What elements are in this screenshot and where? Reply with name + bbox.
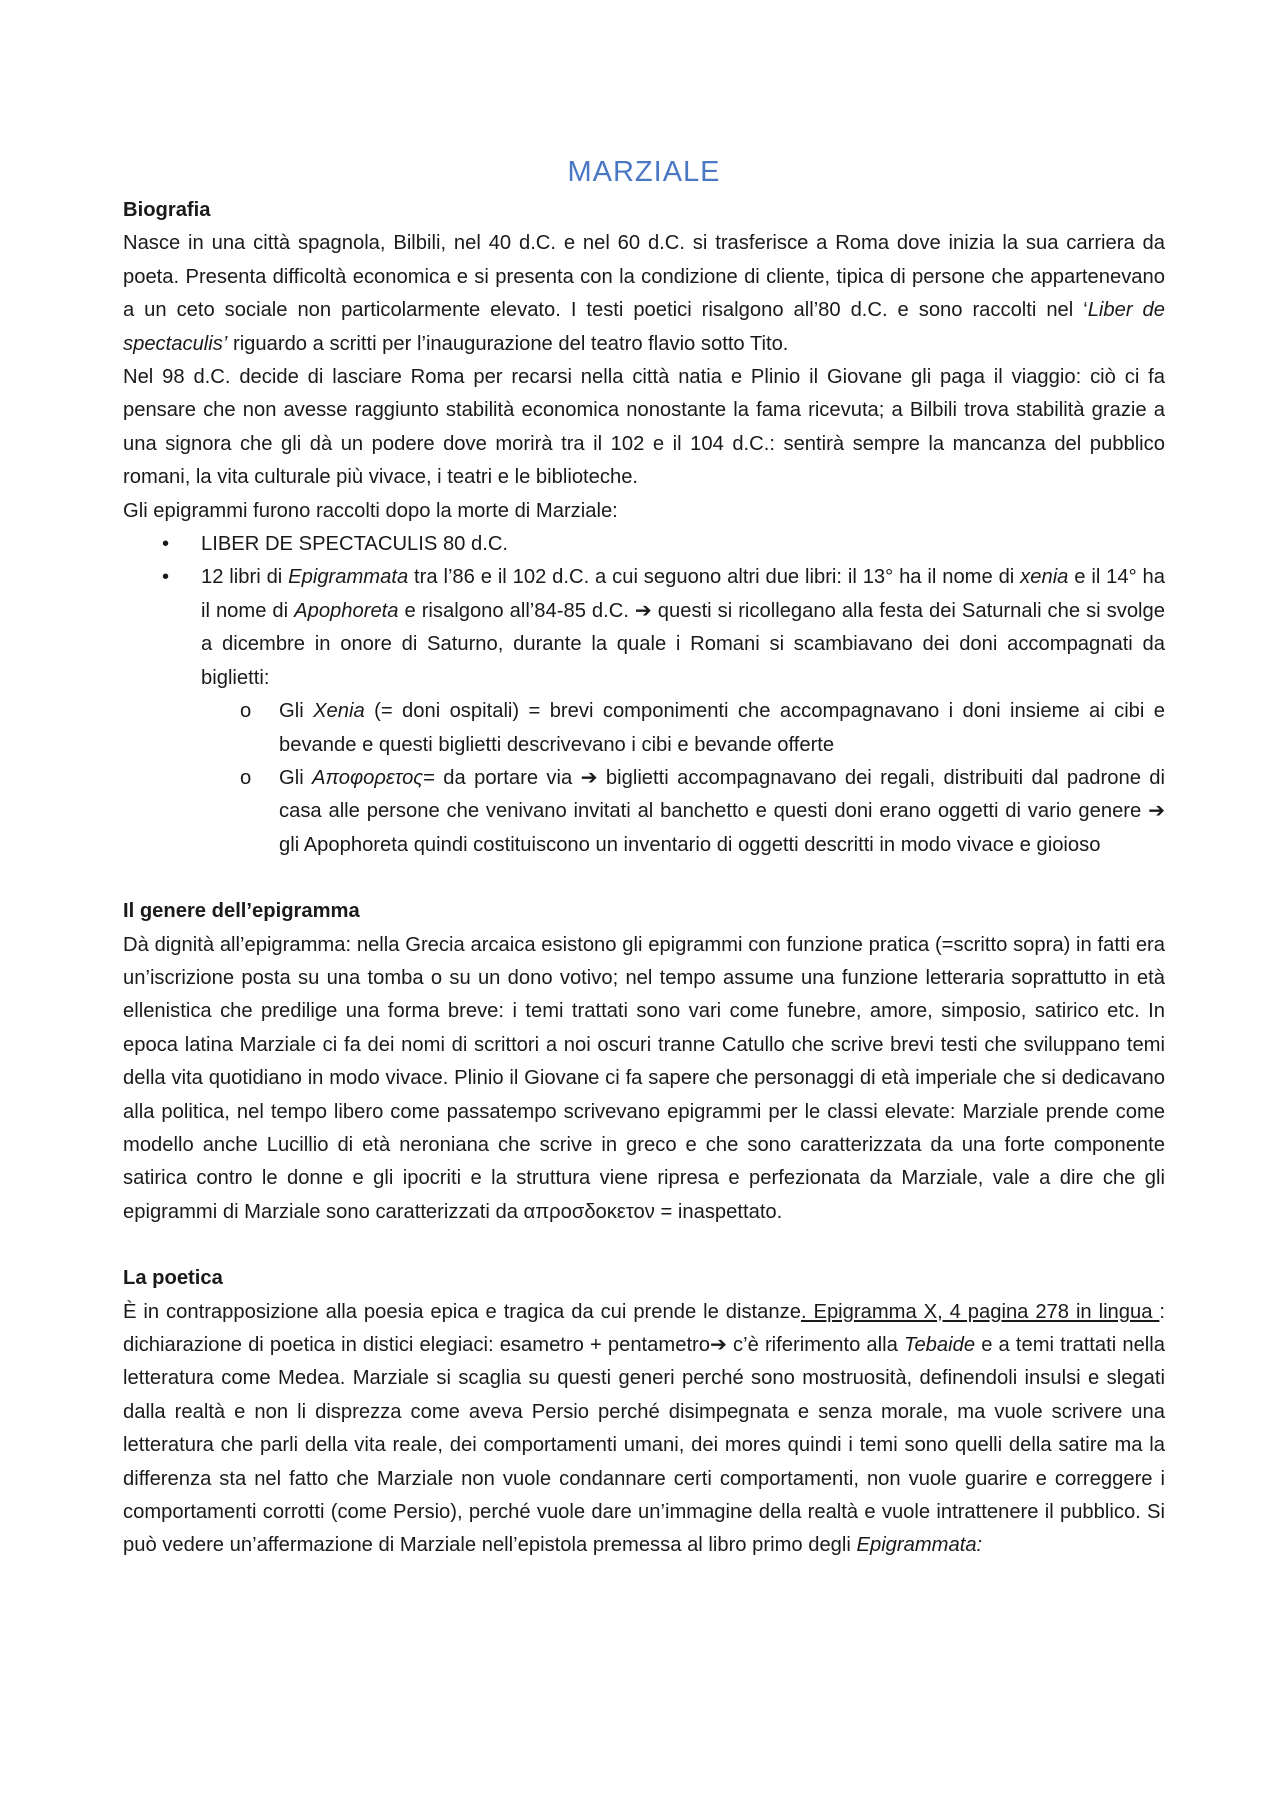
paragraph: Nel 98 d.C. decide di lasciare Roma per recarsi nella città natia e Plinio il Giovane gli paga il viaggio: ciò ci fa pensare che non avesse raggiunto stabilità economica nonostante la fama ricevuta; a Bilbili trova stabilità grazie a una signora che gli dà un podere dove morirà tra il 102 e il 104 d.C.: sentirà sempre la mancanza del pubblico romani, la vita culturale più vivace, i teatri e le biblioteche. <box>123 366 1165 489</box>
sub-list <box>201 695 1165 862</box>
section-heading-biografia: Biografia <box>123 199 211 221</box>
list-item: • LIBER DE SPECTACULIS 80 d.C. <box>123 528 1165 561</box>
paragraph: Gli epigrammi furono raccolti dopo la morte di Marziale: <box>123 499 618 522</box>
bullet-list <box>123 528 1165 862</box>
list-item: • 12 libri di Epigrammata tra l’86 e il 102 d.C. a cui seguono altri due libri: il 13° ha il nome di xenia e il 14° ha il nome di Apophoreta e risalgono all’84-85 d.C. ➔ questi si ricollegano alla festa dei Saturnali che si svolge a dicembre in onore di Saturno, durante la quale i Romani si scambiavano dei doni accompagnati da biglietti: o Gli Xenia (= doni ospitali) = brevi componimenti che accompagnavano i doni insieme ai cibi e bevande e questi biglietti descrivevano i cibi e bevande offerte o Gli Αποφορετος= da portare via ➔ biglietti accompagnavano dei regali, distribuiti dal padrone di casa alle persone che venivano invitati al banchetto e questi doni erano oggetti di vario genere ➔ gli Apophoreta quindi costituiscono un inventario di oggetti descritti in modo vivace e gioioso <box>123 561 1165 862</box>
sub-list-item: o Gli Αποφορετος= da portare via ➔ biglietti accompagnavano dei regali, distribuiti dal padrone di casa alle persone che venivano invitati al banchetto e questi doni erano oggetti di vario genere ➔ gli Apophoreta quindi costituiscono un inventario di oggetti descritti in modo vivace e gioioso <box>201 762 1165 862</box>
page-title: MARZIALE <box>567 156 721 188</box>
paragraph: È in contrapposizione alla poesia epica e tragica da cui prende le distanze. Epigramma X, 4 pagina 278 in lingua : dichiarazione di poetica in distici elegiaci: esametro + pentametro➔ c’è riferimento alla Tebaide e a temi trattati nella letteratura come Medea. Marziale si scaglia su questi generi perché sono mostruosità, definendoli insulsi e slegati dalla realtà e non li disprezza come aveva Persio perché disimpegnata e senza morale, ma vuole scrivere una letteratura che parli della vita reale, dei comportamenti umani, dei mores quindi i temi sono quelli della satire ma la differenza sta nel fatto che Marziale non vuole condannare certi comportamenti, non vuole guarire e correggere i comportamenti corrotti (come Persio), perché vuole dare un’immagine della realtà e vuole intrattenere il pubblico. Si può vedere un’affermazione di Marziale nell’epistola premessa al libro primo degli Epigrammata: <box>123 1300 1165 1557</box>
section-heading-genere: Il genere dell’epigramma <box>123 900 360 923</box>
document-page <box>123 150 1165 1563</box>
paragraph: Nasce in una città spagnola, Bilbili, nel 40 d.C. e nel 60 d.C. si trasferisce a Roma dove inizia la sua carriera da poeta. Presenta difficoltà economica e si presenta con la condizione di cliente, tipica di persone che appartenevano a un ceto sociale non particolarmente elevato. I testi poetici risalgono all’80 d.C. e sono raccolti nel ‘Liber de spectaculis’ riguardo a scritti per l’inaugurazione del teatro flavio sotto Tito. <box>123 232 1165 355</box>
paragraph: Dà dignità all’epigramma: nella Grecia arcaica esistono gli epigrammi con funzione pratica (=scritto sopra) in fatti era un’iscrizione posta su una tomba o su un dono votivo; nel tempo assume una funzione letteraria soprattutto in età ellenistica che predilige una forma breve: i temi trattati sono vari come funebre, amore, simposio, satirico etc. In epoca latina Marziale ci fa dei nomi di scrittori a noi oscuri tranne Catullo che scrive brevi testi che sviluppano temi della vita quotidiano in modo vivace. Plinio il Giovane ci fa sapere che personaggi di età imperiale che si dedicavano alla politica, nel tempo libero come passatempo scrivevano epigrammi per le classi elevate: Marziale prende come modello anche Lucillio di età neroniana che scrive in greco e che sono caratterizzata da una forte componente satirica contro le donne e gli ipocriti e la struttura viene ripresa e perfezionata da Marziale, vale a dire che gli epigrammi di Marziale sono caratterizzati da απροσδοκετον = inaspettato. <box>123 933 1165 1223</box>
sub-list-item: o Gli Xenia (= doni ospitali) = brevi componimenti che accompagnavano i doni insieme ai cibi e bevande e questi biglietti descrivevano i cibi e bevande offerte <box>201 695 1165 762</box>
section-heading-poetica: La poetica <box>123 1267 223 1290</box>
